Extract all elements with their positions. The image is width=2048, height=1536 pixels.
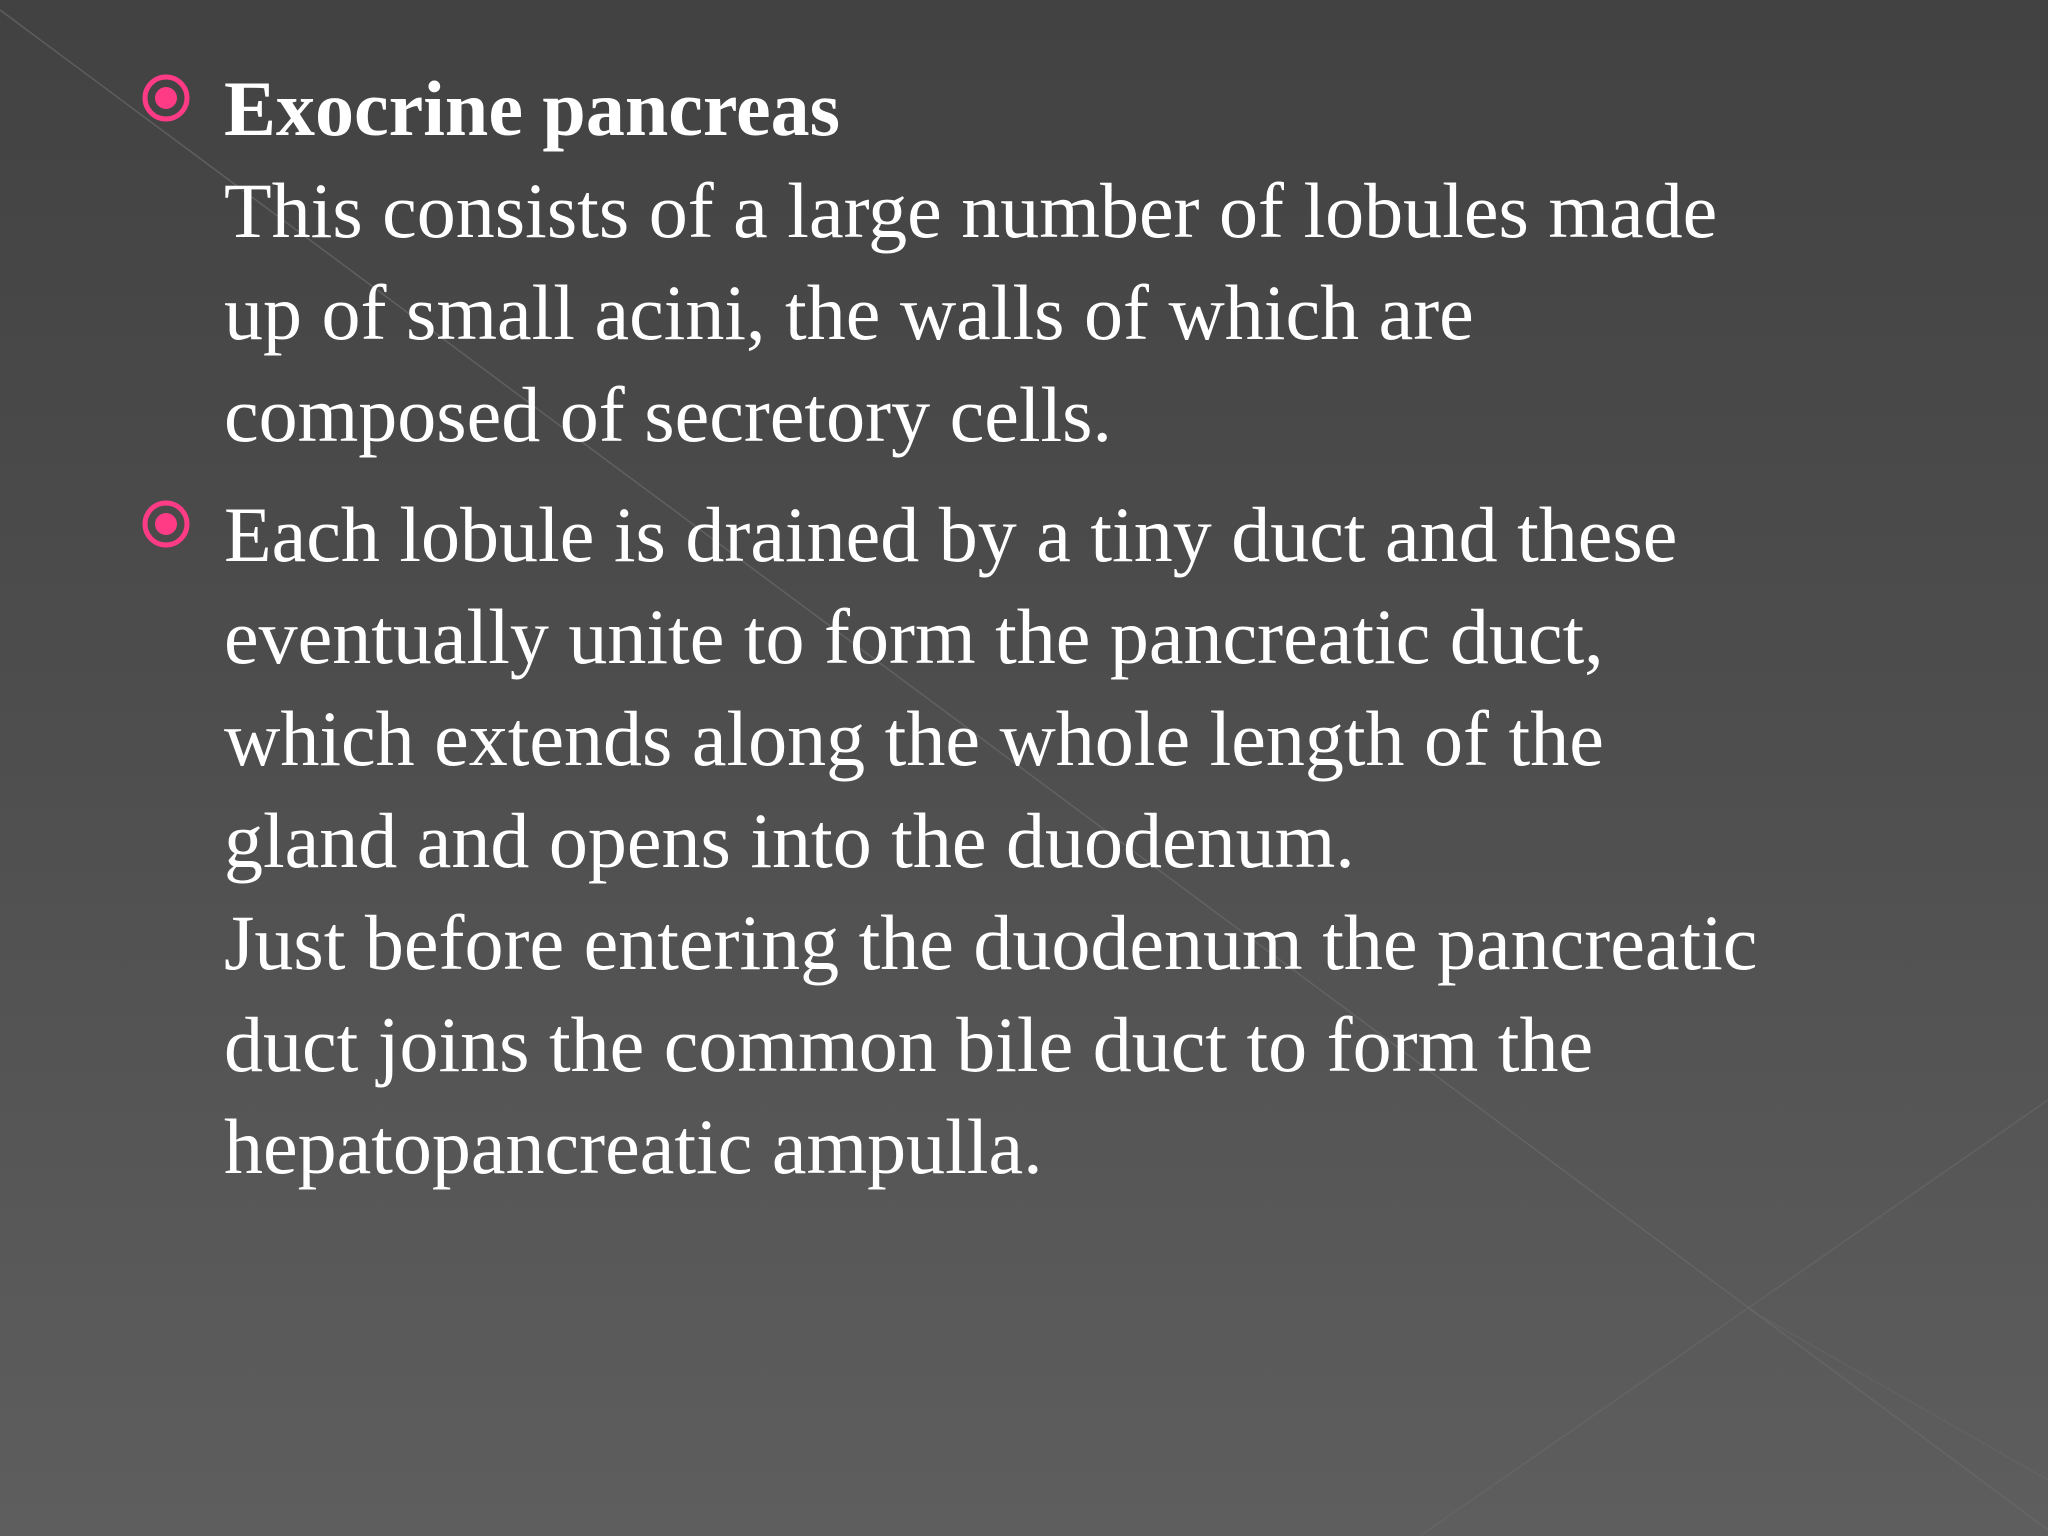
text-line: Each lobule is drained by a tiny duct and these xyxy=(224,491,1678,578)
target-bullet-icon xyxy=(140,72,192,124)
text-line: gland and opens into the duodenum. xyxy=(224,797,1355,884)
bullet-exocrine-pancreas xyxy=(140,58,1940,466)
text-line: up of small acini, the walls of which are xyxy=(224,269,1474,356)
bullet-heading: Exocrine pancreas xyxy=(224,65,841,152)
text-line: which extends along the whole length of the xyxy=(224,695,1604,782)
target-bullet-icon xyxy=(140,498,192,550)
bullet-text xyxy=(224,58,1717,466)
text-line: eventually unite to form the pancreatic duct, xyxy=(224,593,1604,680)
text-line: duct joins the common bile duct to form the xyxy=(224,1001,1594,1088)
text-line: hepatopancreatic ampulla. xyxy=(224,1103,1043,1190)
text-line: This consists of a large number of lobules made xyxy=(224,167,1718,254)
text-line: composed of secretory cells. xyxy=(224,371,1113,458)
bullet-text xyxy=(224,484,1757,1198)
bullet-lobule-drainage xyxy=(140,484,1940,1198)
text-line: Just before entering the duodenum the pancreatic xyxy=(224,899,1758,986)
